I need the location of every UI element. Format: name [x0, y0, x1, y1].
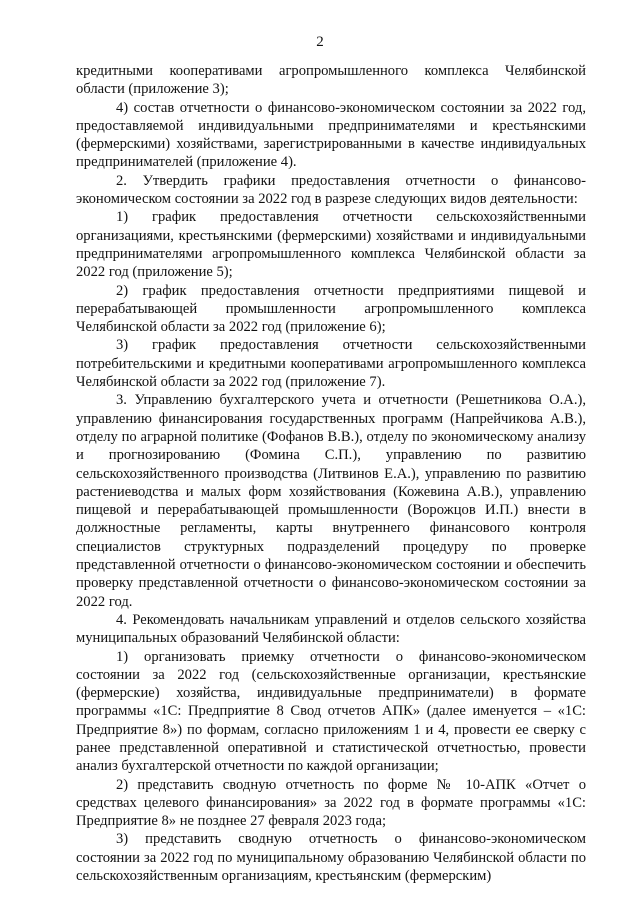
paragraph-item-2-3: 3) график предоставления отчетности сельскохозяйственными потребительскими и кредитными кооперативами агропромышленного комплекса Челябинской области за 2022 год (приложение 7). — [76, 337, 586, 391]
document-body — [76, 62, 586, 885]
page-number: 2 — [316, 34, 324, 50]
paragraph-item-1-4: 4) состав отчетности о финансово-экономическом состоянии за 2022 год, предоставляемой индивидуальными предпринимателями и крестьянскими (фермерскими) хозяйствами, зарегистрированными в качестве индивидуальных предпринимателей (приложение 4). — [76, 99, 586, 171]
paragraph-item-4-3: 3) представить сводную отчетность о финансово-экономическом состоянии за 2022 год по муниципальному образованию Челябинской области по сельскохозяйственным организациям, крестьянским (фермерским) — [76, 831, 586, 885]
paragraph-item-2-2: 2) график предоставления отчетности предприятиями пищевой и перерабатывающей промышленности агропромышленного комплекса Челябинской области за 2022 год (приложение 6); — [76, 282, 586, 336]
paragraph-section-4: 4. Рекомендовать начальникам управлений и отделов сельского хозяйства муниципальных образований Челябинской области: — [76, 611, 586, 647]
paragraph-item-2-1: 1) график предоставления отчетности сельскохозяйственными организациями, крестьянскими (фермерскими) хозяйствами и индивидуальными предпринимателями агропромышленного комплекса Челябинской области за 2022 год (приложение 5); — [76, 209, 586, 281]
paragraph-section-3: 3. Управлению бухгалтерского учета и отчетности (Решетникова О.А.), управлению финансирования государственных программ (Напрейчикова А.В.), отделу по аграрной политике (Фофанов В.В.), отделу по экономическому анализу и прогнозированию (Фомина С.П.), управлению по развитию сельскохозяйственного производства (Литвинов Е.А.), управлению по развитию растениеводства и малых форм хозяйствования (Кожевина А.В.), управлению пищевой и перерабатывающей промышленности (Ворожцов И.П.) внести в должностные регламенты, карты внутреннего финансового контроля специалистов структурных подразделений процедуру по проверке представленной отчетности о финансово-экономическом состоянии и обеспечить проверку представленной отчетности о финансово-экономическом состоянии за 2022 год. — [76, 392, 586, 610]
paragraph-item-4-1: 1) организовать приемку отчетности о финансово-экономическом состоянии за 2022 год (сельскохозяйственные организации, крестьянские (фермерские) хозяйства, индивидуальные предприниматели) в формате программы «1С: Предприятие 8 Свод отчетов АПК» (далее именуется – «1С: Предприятие 8») по формам, согласно приложениям 1 и 4, провести ее сверку с ранее представленной оперативной и статистической отчетностью, провести анализ бухгалтерской отчетности по каждой организации; — [76, 648, 586, 775]
paragraph-continuation: кредитными кооперативами агропромышленного комплекса Челябинской области (приложение 3); — [76, 63, 586, 98]
paragraph-section-2: 2. Утвердить графики предоставления отчетности о финансово-экономическом состоянии за 2022 год в разрезе следующих видов деятельности: — [76, 172, 586, 208]
paragraph-item-4-2: 2) представить сводную отчетность по форме № 10-АПК «Отчет о средствах целевого финансирования» за 2022 год в формате программы «1С: Предприятие 8» не позднее 27 февраля 2023 года; — [76, 776, 586, 830]
